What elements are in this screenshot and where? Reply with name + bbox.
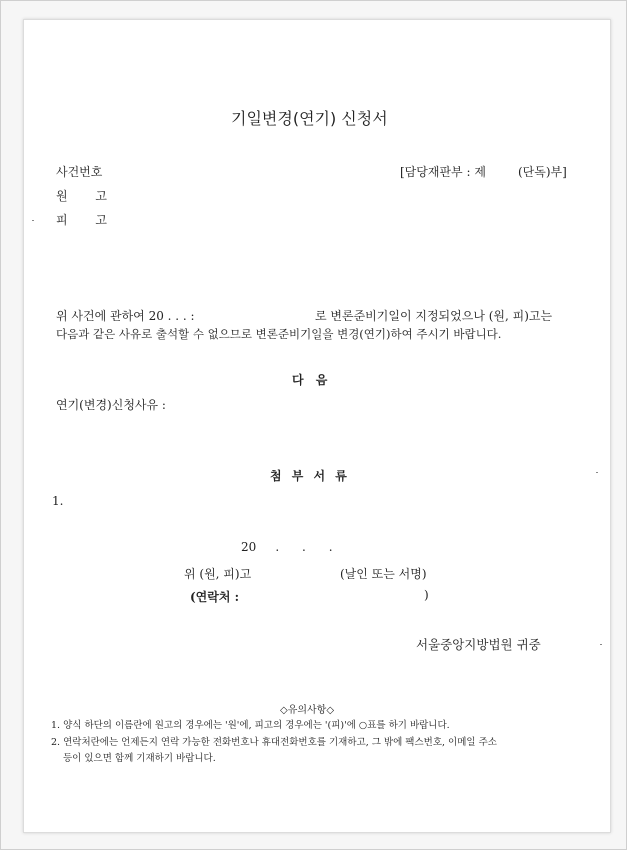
department-suffix: (단독)부] <box>518 165 567 179</box>
document-title: 기일변경(연기) 신청서 <box>231 109 388 128</box>
note-1: 1. 양식 하단의 이름란에 원고의 경우에는 '원'에, 피고의 경우에는 '(피)'에 ○표를 하기 바랍니다. <box>51 720 450 731</box>
signer-line: 위 (원, 피)고 <box>184 567 252 581</box>
note-2-line1: 2. 연락처란에는 언제든지 연락 가능한 전화번호나 휴대전화번호를 기재하고, 그 밖에 팩스번호, 이메일 주소 <box>51 737 497 748</box>
notes-heading: ◇유의사항◇ <box>280 705 335 716</box>
court-name: 서울중앙지방법원 귀중 <box>416 637 541 652</box>
plaintiff-label: 원 고 <box>56 189 119 203</box>
case-number-label: 사건번호 <box>56 165 103 179</box>
contact-close: ) <box>424 588 429 602</box>
date-line: 20 . . . <box>241 540 333 554</box>
contact-label: (연락처 : <box>190 590 240 604</box>
seal-label: (날인 또는 서명) <box>340 567 427 581</box>
section-heading: 다 음 <box>292 373 332 387</box>
body-line1-part2: 로 변론준비기일이 지정되었으나 (원, 피)고는 <box>315 309 553 323</box>
defendant-label: 피 고 <box>56 213 119 227</box>
scan-mark <box>600 644 602 645</box>
attachment-item: 1. <box>52 494 64 508</box>
document-page <box>23 19 611 833</box>
body-line2: 다음과 같은 사유로 출석할 수 없으므로 변론준비기일을 변경(연기)하여 주시기 바랍니다. <box>56 327 502 341</box>
reason-label: 연기(변경)신청사유 : <box>56 398 166 412</box>
note-2-line2: 등이 있으면 함께 기재하기 바랍니다. <box>63 753 216 764</box>
scan-mark <box>596 472 598 473</box>
department-label: [담당재판부 : 제 <box>400 165 486 179</box>
scan-mark <box>32 220 34 221</box>
body-line1-part1: 위 사건에 관하여 20 . . . : <box>56 309 195 323</box>
attachments-heading: 첨 부 서 류 <box>270 469 350 483</box>
